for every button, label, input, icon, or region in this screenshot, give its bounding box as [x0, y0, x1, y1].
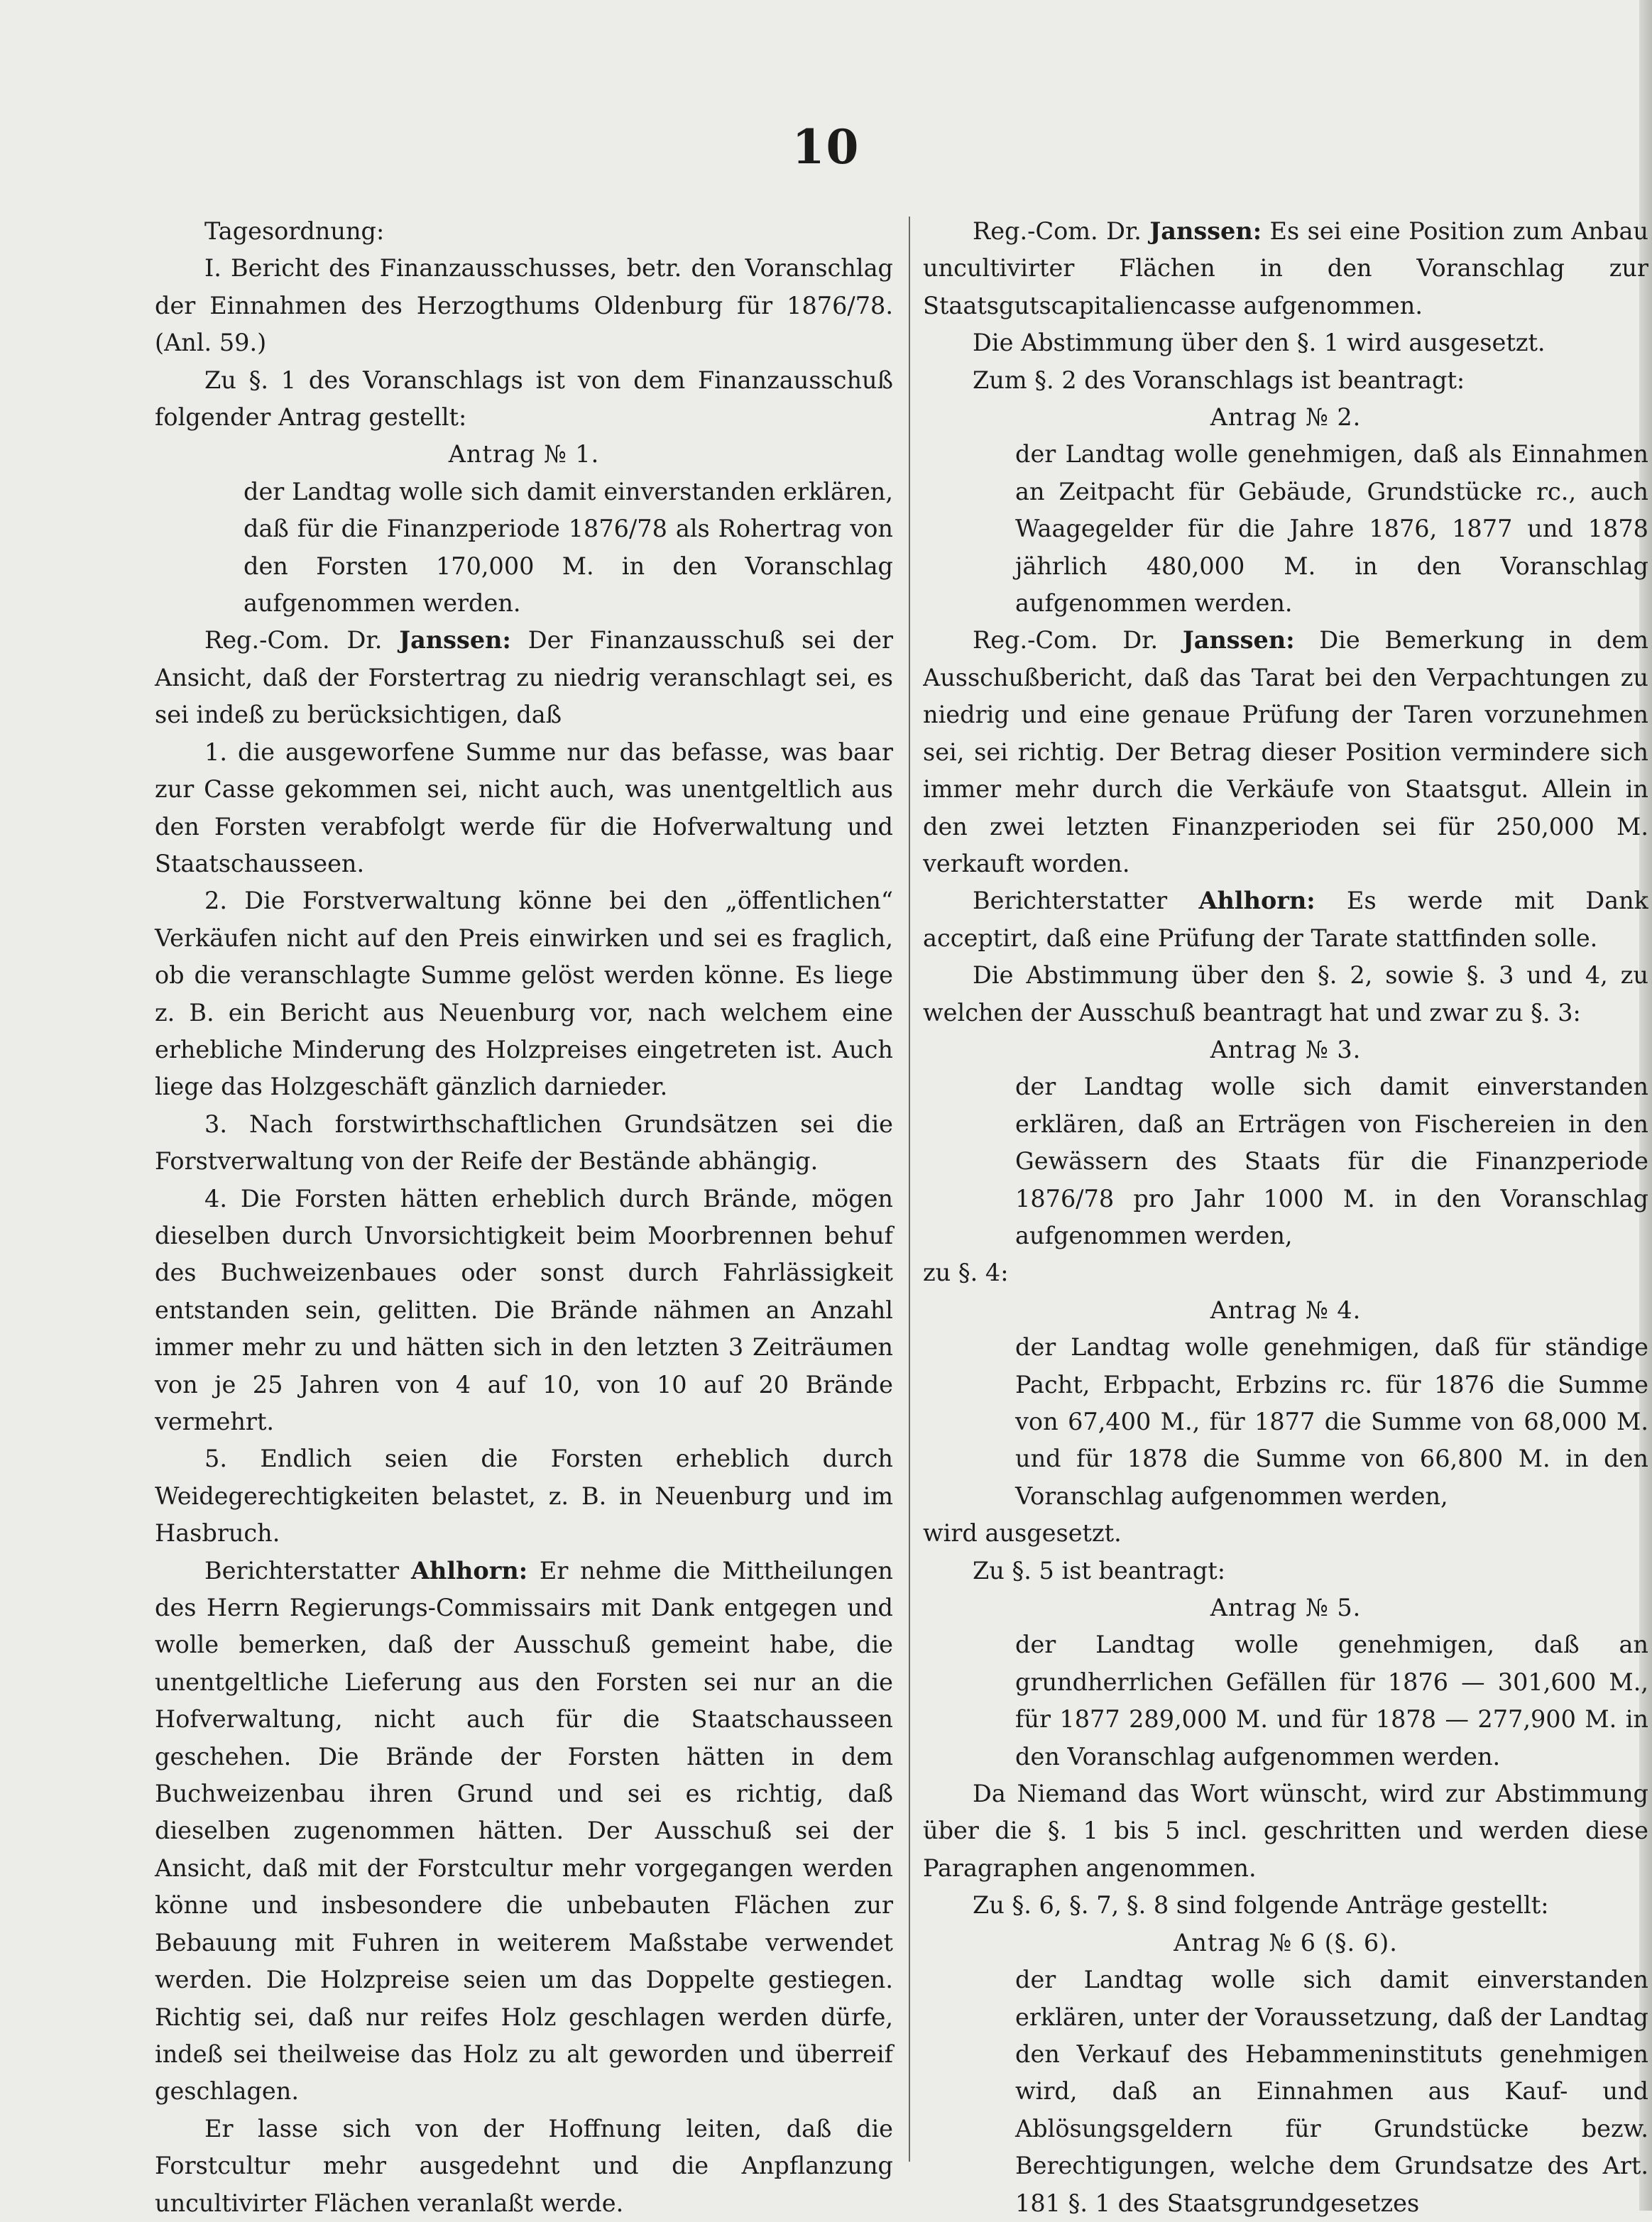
antrag-3-title: Antrag № 3.	[1210, 1035, 1362, 1063]
agenda-heading: Tagesordnung:	[204, 217, 385, 245]
antrag-3-text: der Landtag wolle sich damit einverstanden erklären, daß an Erträgen von Fischereien in den Gewässern des Staats für die Finanzperiode 1876/78 pro Jahr 1000 M. in den Voranschlag aufgenommen werden,	[1015, 1073, 1648, 1249]
point-3: 3. Nach forstwirthschaftlichen Grundsätzen sei die Forstverwaltung von der Reife der Bestände abhängig.	[155, 1110, 893, 1176]
speech-text: Der Finanzausschuß sei der Ansicht, daß der Forstertrag zu niedrig veranschlagt sei, es sei indeß zu berücksichtigen, daß	[155, 626, 893, 729]
ausgesetzt-note: wird ausgesetzt.	[923, 1519, 1122, 1548]
antrag-5-text: der Landtag wolle genehmigen, daß an grundherrlichen Gefällen für 1876 — 301,600 M., für 1877 289,000 M. und für 1878 — 277,900 M. in den Voranschlag aufgenommen werden.	[1015, 1631, 1648, 1771]
page-number: 10	[792, 119, 860, 175]
left-column	[155, 213, 893, 2222]
column-rule	[909, 217, 910, 2162]
vote-3: Da Niemand das Wort wünscht, wird zur Abstimmung über die §. 1 bis 5 incl. geschritten und werden diese Paragraphen angenommen.	[923, 1780, 1648, 1882]
antrag-6-title: Antrag № 6 (§. 6).	[1174, 1928, 1398, 1956]
antrag-6-text: der Landtag wolle sich damit einverstanden erklären, unter der Voraussetzung, daß der Landtag den Verkauf des Hebammeninstituts genehmigen wird, daß an Einnahmen aus Kauf- und Ablösungsgeldern für Grundstücke bezw. Berechtigungen, welche dem Grundsatze des Art. 181 §. 1 des Staatsgrundgesetzes	[1015, 1966, 1648, 2217]
antrag-1-text: der Landtag wolle sich damit einverstanden erklären, daß für die Finanzperiode 1876/78 als Rohertrag von den Forsten 170,000 M. in den Voranschlag aufgenommen werden.	[244, 477, 893, 618]
right-column	[923, 213, 1648, 2222]
speaker-name: Ahlhorn:	[1198, 887, 1315, 915]
point-1: 1. die ausgeworfene Summe nur das befasse, was baar zur Casse gekommen sei, nicht auch, was unentgeltlich aus den Forsten verabfolgt werde für die Hofverwaltung und Staatschausseen.	[155, 738, 893, 877]
antrag-5-title: Antrag № 5.	[1210, 1594, 1362, 1622]
speaker-label: Berichterstatter	[973, 887, 1168, 915]
zu-paragraph-4: zu §. 4:	[923, 1259, 1009, 1287]
speaker-label: Berichterstatter	[204, 1556, 400, 1585]
speaker-label: Reg.-Com. Dr.	[973, 217, 1142, 245]
speaker-label: Reg.-Com. Dr.	[204, 626, 383, 655]
vote-2: Die Abstimmung über den §. 2, sowie §. 3 und 4, zu welchen der Ausschuß beantragt hat und zwar zu §. 3:	[923, 961, 1648, 1027]
speech-ahlhorn-3	[923, 882, 1648, 957]
antrag-4-title: Antrag № 4.	[1210, 1296, 1362, 1324]
paragraph-1-intro: Zu §. 1 des Voranschlags ist von dem Finanzausschuß folgender Antrag gestellt:	[155, 366, 893, 432]
speech-janssen-1	[155, 622, 893, 733]
paragraph-6-intro: Zu §. 6, §. 7, §. 8 sind folgende Anträge gestellt:	[973, 1891, 1549, 1920]
point-2: 2. Die Forstverwaltung könne bei den „öffentlichen“ Verkäufen nicht auf den Preis einwirken und sei es fraglich, ob die veranschlagte Summe gelöst werden könne. Es liege z. B. ein Bericht aus Neuenburg vor, nach welchem eine erhebliche Minderung des Holzpreises eingetreten ist. Auch liege das Holzgeschäft gänzlich darnieder.	[155, 887, 893, 1101]
speech-janssen-2	[923, 213, 1648, 324]
paragraph-2-intro: Zum §. 2 des Voranschlags ist beantragt:	[973, 366, 1465, 394]
speech-text: Die Bemerkung in dem Ausschußbericht, daß das Tarat bei den Verpachtungen zu niedrig und eine genaue Prüfung der Taren vorzunehmen sei, sei richtig. Der Betrag dieser Position vermindere sich immer mehr durch die Verkäufe von Staatsgut. Allein in den zwei letzten Finanzperioden sei für 250,000 M. verkauft worden.	[923, 626, 1648, 877]
point-4: 4. Die Forsten hätten erheblich durch Brände, mögen dieselben durch Unvorsichtigkeit beim Moorbrennen behuf des Buchweizenbaues oder sonst durch Fahrlässigkeit entstanden sein, gelitten. Die Brände nähmen an Anzahl immer mehr zu und hätten sich in den letzten 3 Zeiträumen von je 25 Jahren von 4 auf 10, von 10 auf 20 Brände vermehrt.	[155, 1184, 893, 1435]
agenda-item: I. Bericht des Finanzausschusses, betr. den Voranschlag der Einnahmen des Herzogthums Oldenburg für 1876/78. (Anl. 59.)	[155, 254, 893, 357]
speaker-label: Reg.-Com. Dr.	[973, 626, 1159, 655]
speech-janssen-3	[923, 622, 1648, 882]
speech-text: Es werde mit Dank acceptirt, daß eine Prüfung der Tarate stattfinden solle.	[923, 887, 1648, 952]
speaker-name: Janssen:	[1182, 626, 1295, 655]
paragraph-5-intro: Zu §. 5 ist beantragt:	[973, 1556, 1225, 1585]
speech-text: Es sei eine Position zum Anbau uncultivirter Flächen in den Voranschlag zur Staatsgutscapitaliencasse aufgenommen.	[923, 217, 1648, 319]
antrag-4-text: der Landtag wolle genehmigen, daß für ständige Pacht, Erbpacht, Erbzins rc. für 1876 die Summe von 67,400 M., für 1877 die Summe von 68,000 M. und für 1878 die Summe von 66,800 M. in den Voranschlag aufgenommen werden,	[1015, 1333, 1648, 1510]
vote-1: Die Abstimmung über den §. 1 wird ausgesetzt.	[973, 329, 1546, 357]
speech-text: Er nehme die Mittheilungen des Herrn Regierungs-Commissairs mit Dank entgegen und wolle bemerken, daß der Ausschuß gemeint habe, die unentgeltliche Lieferung aus den Forsten sei nur an die Hofverwaltung, nicht auch für die Staatschausseen geschehen. Die Brände der Forsten hätten in dem Buchweizenbau ihren Grund und sei es richtig, daß dieselben zugenommen hätten. Der Ausschuß sei der Ansicht, daß mit der Forstcultur mehr vorgegangen werden könne und insbesondere die unbebauten Flächen zur Bebauung mit Fuhren in weiterem Maßstabe verwendet werden. Die Holzpreise seien um das Doppelte gestiegen. Richtig sei, daß nur reifes Holz geschlagen werden dürfe, indeß sei theilweise das Holz zu alt geworden und überreif geschlagen.	[155, 1556, 894, 2106]
speaker-name: Janssen:	[1149, 217, 1262, 245]
point-5: 5. Endlich seien die Forsten erheblich durch Weidegerechtigkeiten belastet, z. B. in Neuenburg und im Hasbruch.	[155, 1445, 893, 1548]
antrag-2-title: Antrag № 2.	[1210, 403, 1362, 432]
speech-ahlhorn-1	[155, 1553, 893, 2111]
speaker-name: Ahlhorn:	[410, 1556, 528, 1585]
speech-ahlhorn-2: Er lasse sich von der Hoffnung leiten, daß die Forstcultur mehr ausgedehnt und die Anpflanzung uncultivirter Flächen veranlaßt werde.	[155, 2114, 893, 2217]
antrag-1-title: Antrag № 1.	[448, 440, 600, 469]
speaker-name: Janssen:	[399, 626, 511, 655]
antrag-2-text: der Landtag wolle genehmigen, daß als Einnahmen an Zeitpacht für Gebäude, Grundstücke rc., auch Waagegelder für die Jahre 1876, 1877 und 1878 jährlich 480,000 M. in den Voranschlag aufgenommen werden.	[1015, 440, 1648, 618]
